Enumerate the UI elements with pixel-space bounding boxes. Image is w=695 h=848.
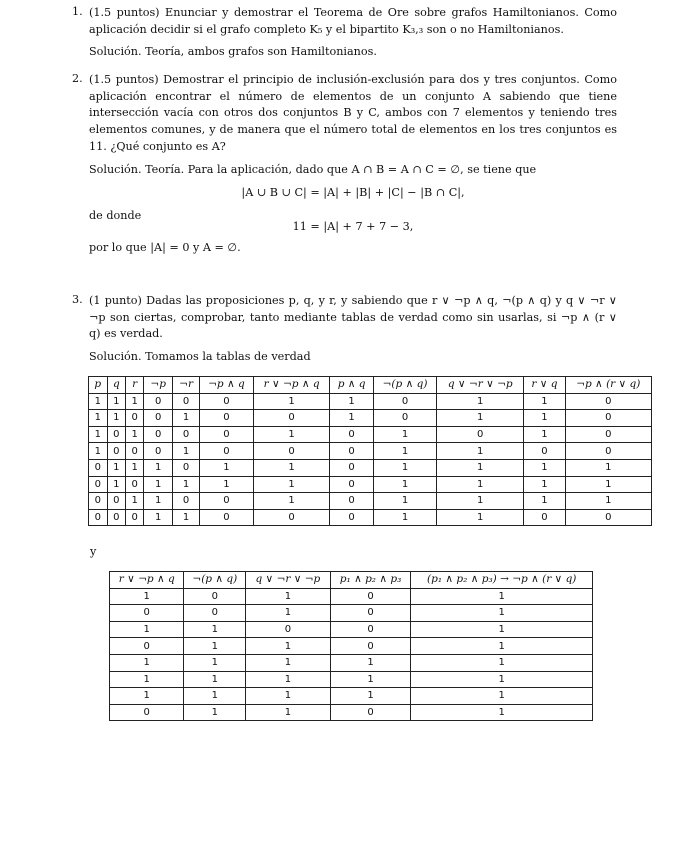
table-cell: 1 bbox=[144, 509, 173, 526]
table-cell: 1 bbox=[200, 459, 254, 476]
table-cell: 1 bbox=[437, 509, 524, 526]
table-cell: 0 bbox=[330, 704, 411, 721]
table-cell: 0 bbox=[200, 410, 254, 427]
table-cell: 0 bbox=[330, 621, 411, 638]
table-row bbox=[89, 443, 652, 460]
table-row bbox=[89, 476, 652, 493]
question-3 bbox=[72, 293, 617, 366]
table-cell: 0 bbox=[107, 493, 126, 510]
table-cell: 0 bbox=[330, 476, 373, 493]
table-cell: 0 bbox=[253, 443, 330, 460]
question-1-solution: Solución. Teoría, ambos grafos son Hamiltonianos. bbox=[89, 45, 377, 59]
table-row bbox=[110, 621, 593, 638]
table-cell: 1 bbox=[330, 688, 411, 705]
table-cell: 1 bbox=[144, 493, 173, 510]
question-1-number: 1. bbox=[72, 5, 83, 18]
table-cell: 1 bbox=[173, 410, 200, 427]
table-cell: 1 bbox=[246, 588, 331, 605]
table1-header-0: p bbox=[89, 377, 108, 394]
table-cell: 1 bbox=[246, 654, 331, 671]
table-cell: 1 bbox=[200, 476, 254, 493]
table-cell: 1 bbox=[253, 493, 330, 510]
table-cell: 0 bbox=[330, 638, 411, 655]
table-cell: 0 bbox=[107, 426, 126, 443]
table-cell: 1 bbox=[144, 476, 173, 493]
table-row bbox=[110, 704, 593, 721]
table-cell: 1 bbox=[524, 393, 565, 410]
table-cell: 1 bbox=[110, 588, 184, 605]
table-cell: 0 bbox=[89, 493, 108, 510]
table-cell: 0 bbox=[330, 588, 411, 605]
table-cell: 0 bbox=[173, 493, 200, 510]
table-cell: 1 bbox=[373, 443, 436, 460]
table-cell: 0 bbox=[89, 459, 108, 476]
table1-header-2: r bbox=[126, 377, 144, 394]
table-cell: 1 bbox=[253, 476, 330, 493]
table-cell: 1 bbox=[173, 476, 200, 493]
table-cell: 1 bbox=[330, 654, 411, 671]
table-cell: 1 bbox=[330, 671, 411, 688]
table-cell: 1 bbox=[373, 476, 436, 493]
table-cell: 1 bbox=[110, 688, 184, 705]
table-cell: 1 bbox=[184, 688, 246, 705]
table-cell: 1 bbox=[107, 410, 126, 427]
table-cell: 1 bbox=[373, 509, 436, 526]
table2-header-0: r ∨ ¬p ∧ q bbox=[110, 572, 184, 589]
table-cell: 1 bbox=[110, 671, 184, 688]
table-cell: 1 bbox=[110, 654, 184, 671]
table2-header-3: p₁ ∧ p₂ ∧ p₃ bbox=[330, 572, 411, 589]
table-row bbox=[89, 426, 652, 443]
table-cell: 0 bbox=[330, 459, 373, 476]
table-cell: 0 bbox=[565, 426, 651, 443]
table-cell: 0 bbox=[200, 393, 254, 410]
table-cell: 1 bbox=[524, 459, 565, 476]
table-cell: 1 bbox=[246, 671, 331, 688]
question-1 bbox=[72, 5, 617, 61]
table-row bbox=[110, 588, 593, 605]
table-cell: 0 bbox=[200, 493, 254, 510]
table-cell: 1 bbox=[126, 393, 144, 410]
table-cell: 0 bbox=[126, 476, 144, 493]
table-cell: 1 bbox=[437, 476, 524, 493]
table-cell: 0 bbox=[144, 443, 173, 460]
table-cell: 0 bbox=[524, 509, 565, 526]
table-cell: 0 bbox=[565, 509, 651, 526]
table-cell: 0 bbox=[110, 638, 184, 655]
table-cell: 0 bbox=[373, 410, 436, 427]
question-2-text: (1.5 puntos) Demostrar el principio de inclusión-exclusión para dos y tres conjuntos. Como aplicación encontrar el número de elementos de un conjunto A sabiendo que tiene intersección vacía con otros dos conjuntos B y C, ambos con 7 elementos y teniendo tres elementos comunes, y de manera que el número total de elementos en los tres conjuntos es 11. ¿Qué conjunto es A? bbox=[89, 73, 617, 153]
table-cell: 0 bbox=[330, 605, 411, 622]
table-cell: 0 bbox=[173, 393, 200, 410]
table-cell: 0 bbox=[144, 426, 173, 443]
table-cell: 0 bbox=[524, 443, 565, 460]
table-cell: 1 bbox=[184, 654, 246, 671]
question-3-number: 3. bbox=[72, 293, 83, 306]
y-connector: y bbox=[90, 545, 97, 558]
table-cell: 0 bbox=[107, 443, 126, 460]
table-cell: 1 bbox=[89, 410, 108, 427]
table-cell: 1 bbox=[253, 459, 330, 476]
table-cell: 1 bbox=[107, 393, 126, 410]
table-cell: 0 bbox=[126, 410, 144, 427]
table-cell: 0 bbox=[173, 459, 200, 476]
table-cell: 0 bbox=[126, 443, 144, 460]
table-cell: 1 bbox=[411, 654, 593, 671]
table-cell: 1 bbox=[184, 638, 246, 655]
question-3-text: (1 punto) Dadas las proposiciones p, q, y r, y sabiendo que r ∨ ¬p ∧ q, ¬(p ∧ q) y q ∨ ¬r ∨ ¬p son ciertas, comprobar, tanto mediante tablas de verdad como sin usarlas, si ¬p ∧ (r ∨ q) es verdad. bbox=[89, 294, 617, 341]
table-cell: 1 bbox=[411, 588, 593, 605]
table-cell: 1 bbox=[411, 671, 593, 688]
table1-header-5: ¬p ∧ q bbox=[200, 377, 254, 394]
table-cell: 1 bbox=[126, 493, 144, 510]
table-cell: 1 bbox=[437, 410, 524, 427]
table2-header-4: (p₁ ∧ p₂ ∧ p₃) → ¬p ∧ (r ∨ q) bbox=[411, 572, 593, 589]
table1-header-11: ¬p ∧ (r ∨ q) bbox=[565, 377, 651, 394]
table-cell: 0 bbox=[330, 493, 373, 510]
table-row bbox=[110, 671, 593, 688]
table-cell: 1 bbox=[184, 704, 246, 721]
table-cell: 0 bbox=[184, 605, 246, 622]
table-row bbox=[89, 410, 652, 427]
table-cell: 1 bbox=[246, 638, 331, 655]
table-cell: 0 bbox=[330, 443, 373, 460]
table-cell: 0 bbox=[565, 443, 651, 460]
table-cell: 1 bbox=[246, 605, 331, 622]
table-cell: 1 bbox=[253, 426, 330, 443]
table-cell: 1 bbox=[411, 621, 593, 638]
table1-header-10: r ∨ q bbox=[524, 377, 565, 394]
table-cell: 1 bbox=[173, 509, 200, 526]
table-cell: 0 bbox=[253, 410, 330, 427]
table-cell: 0 bbox=[144, 410, 173, 427]
table-cell: 1 bbox=[524, 426, 565, 443]
table-cell: 0 bbox=[110, 605, 184, 622]
table-cell: 1 bbox=[330, 393, 373, 410]
table-cell: 1 bbox=[524, 410, 565, 427]
table-cell: 1 bbox=[565, 459, 651, 476]
table-cell: 0 bbox=[126, 509, 144, 526]
table-cell: 0 bbox=[373, 393, 436, 410]
question-1-text: (1.5 puntos) Enunciar y demostrar el Teorema de Ore sobre grafos Hamiltonianos. Como aplicación decidir si el grafo completo K₅ y el bipartito K₃,₃ son o no Hamiltonianos. bbox=[89, 6, 617, 36]
table-cell: 1 bbox=[524, 476, 565, 493]
question-3-solution: Solución. Tomamos la tablas de verdad bbox=[89, 350, 311, 364]
table-cell: 1 bbox=[253, 393, 330, 410]
table-cell: 0 bbox=[253, 509, 330, 526]
question-2-solution: Solución. Teoría. Para la aplicación, dado que A ∩ B = A ∩ C = ∅, se tiene que bbox=[89, 162, 537, 176]
table2-header-1: ¬(p ∧ q) bbox=[184, 572, 246, 589]
table-cell: 1 bbox=[126, 459, 144, 476]
table-cell: 1 bbox=[89, 443, 108, 460]
table-cell: 0 bbox=[330, 509, 373, 526]
table-cell: 1 bbox=[437, 493, 524, 510]
table-cell: 0 bbox=[200, 443, 254, 460]
equation-inclusion-exclusion: |A ∪ B ∪ C| = |A| + |B| + |C| − |B ∩ C|, bbox=[241, 186, 465, 200]
table-cell: 1 bbox=[411, 704, 593, 721]
table-cell: 1 bbox=[184, 621, 246, 638]
table-cell: 1 bbox=[411, 638, 593, 655]
table-cell: 0 bbox=[246, 621, 331, 638]
table-cell: 0 bbox=[200, 426, 254, 443]
table-cell: 0 bbox=[330, 426, 373, 443]
table-row bbox=[110, 654, 593, 671]
table-row bbox=[89, 459, 652, 476]
table-cell: 1 bbox=[330, 410, 373, 427]
question-2 bbox=[72, 72, 617, 254]
table1-header-1: q bbox=[107, 377, 126, 394]
table1-header-3: ¬p bbox=[144, 377, 173, 394]
truth-table-1 bbox=[88, 376, 652, 526]
table-row bbox=[110, 638, 593, 655]
question-2-number: 2. bbox=[72, 72, 83, 85]
table-cell: 0 bbox=[89, 476, 108, 493]
table-cell: 1 bbox=[107, 459, 126, 476]
table1-header-9: q ∨ ¬r ∨ ¬p bbox=[437, 377, 524, 394]
table-cell: 1 bbox=[173, 443, 200, 460]
table-cell: 1 bbox=[246, 704, 331, 721]
table1-header-4: ¬r bbox=[173, 377, 200, 394]
table-cell: 0 bbox=[200, 509, 254, 526]
table2-header-2: q ∨ ¬r ∨ ¬p bbox=[246, 572, 331, 589]
table1-header-8: ¬(p ∧ q) bbox=[373, 377, 436, 394]
table-row bbox=[110, 605, 593, 622]
table-cell: 0 bbox=[565, 393, 651, 410]
table-row bbox=[89, 393, 652, 410]
de-donde-text: de donde bbox=[89, 209, 142, 223]
table1-header-7: p ∧ q bbox=[330, 377, 373, 394]
table-cell: 1 bbox=[246, 688, 331, 705]
table-cell: 1 bbox=[565, 493, 651, 510]
table-cell: 1 bbox=[524, 493, 565, 510]
table-cell: 1 bbox=[110, 621, 184, 638]
equation-numeric: 11 = |A| + 7 + 7 − 3, bbox=[292, 220, 414, 234]
table-cell: 1 bbox=[437, 459, 524, 476]
table-cell: 1 bbox=[373, 426, 436, 443]
table-cell: 1 bbox=[411, 688, 593, 705]
table-cell: 1 bbox=[144, 459, 173, 476]
table-cell: 1 bbox=[89, 426, 108, 443]
table-cell: 0 bbox=[144, 393, 173, 410]
table-row bbox=[89, 493, 652, 510]
table-cell: 1 bbox=[373, 493, 436, 510]
table-cell: 1 bbox=[184, 671, 246, 688]
table-cell: 1 bbox=[437, 393, 524, 410]
table-cell: 0 bbox=[107, 509, 126, 526]
table-row bbox=[110, 688, 593, 705]
question-2-conclusion: por lo que |A| = 0 y A = ∅. bbox=[89, 241, 241, 255]
table-cell: 1 bbox=[437, 443, 524, 460]
table-cell: 0 bbox=[437, 426, 524, 443]
table-cell: 1 bbox=[126, 426, 144, 443]
truth-table-2 bbox=[109, 571, 593, 721]
table-cell: 0 bbox=[89, 509, 108, 526]
table-cell: 1 bbox=[107, 476, 126, 493]
table-cell: 1 bbox=[411, 605, 593, 622]
table1-header-6: r ∨ ¬p ∧ q bbox=[253, 377, 330, 394]
table-row bbox=[89, 509, 652, 526]
table-cell: 0 bbox=[184, 588, 246, 605]
table-cell: 0 bbox=[173, 426, 200, 443]
table-cell: 1 bbox=[89, 393, 108, 410]
table-cell: 1 bbox=[565, 476, 651, 493]
table-cell: 1 bbox=[373, 459, 436, 476]
table-cell: 0 bbox=[110, 704, 184, 721]
table-cell: 0 bbox=[565, 410, 651, 427]
